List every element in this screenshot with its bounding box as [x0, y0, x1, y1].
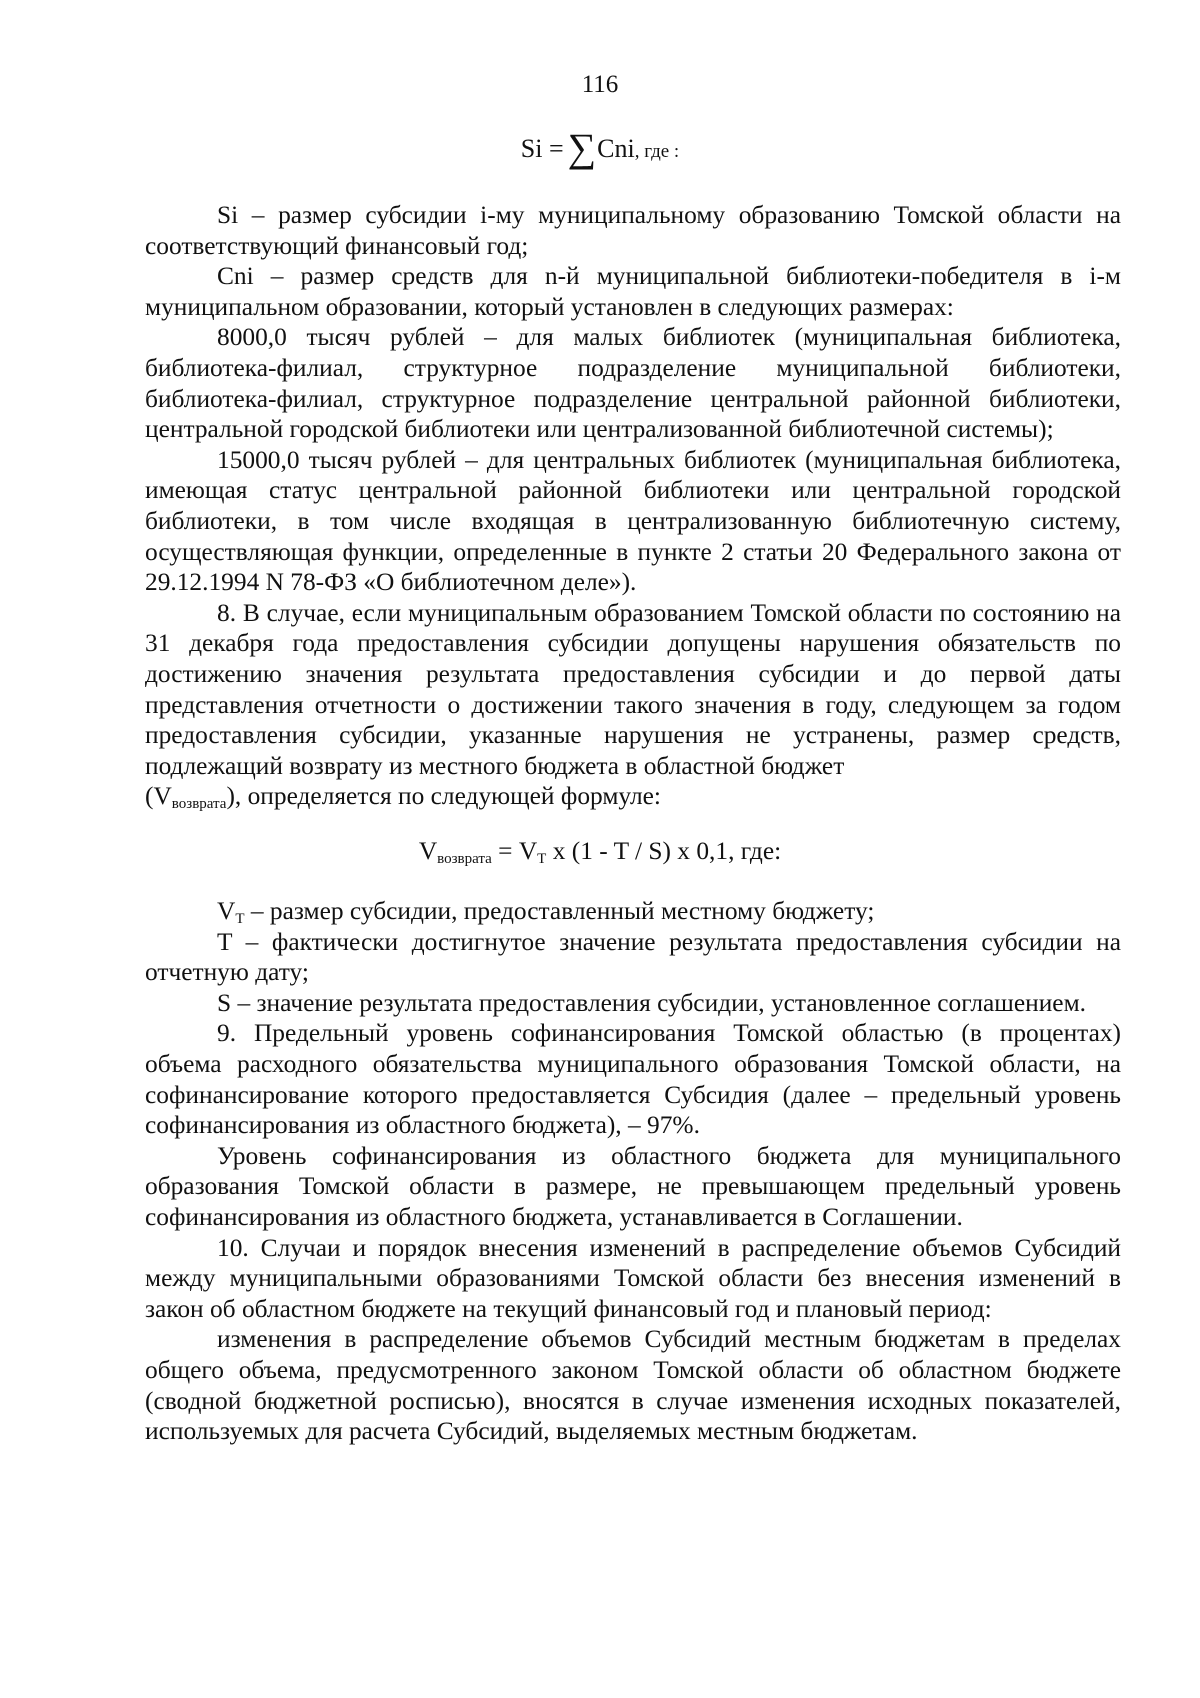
vt-rest: – размер субсидии, предоставленный местному бюджету;: [244, 897, 875, 925]
formula-si-suffix: , где :: [634, 141, 680, 162]
paragraph-item-8: 8. В случае, если муниципальным образованием Томской области по состоянию на 31 декабря года предоставления субсидии допущены нарушения обязательств по достижению значения результата предоставления субсидии и до первой даты представления отчетности о достижении такого значения в году, следующем за годом предоставления субсидии, указанные нарушения не устранены, размер средств, подлежащий возврату из местного бюджета в областной бюджет: [145, 598, 1121, 780]
paragraph-si-definition: Si – размер субсидии i-му муниципальному образованию Томской области на соответствующий финансовый год;: [145, 201, 1121, 260]
paragraph-vt-definition: [145, 896, 1121, 927]
v-return-subscript: возврата: [171, 796, 227, 813]
paragraph-changes-distribution: изменения в распределение объемов Субсидий местным бюджетам в пределах общего объема, предусмотренного законом Томской области об областном бюджете (сводной бюджетной росписью), вносятся в случае изменения исходных показателей, используемых для расчета Субсидий, выделяемых местным бюджетам.: [145, 1325, 1121, 1446]
formula-v-subscript: возврата: [437, 851, 492, 867]
formula-v: V: [418, 837, 438, 865]
page-number: 116: [581, 71, 619, 98]
formula-si: [0, 125, 1200, 172]
text-block-bottom: [145, 896, 1121, 1447]
paragraph-central-libraries: 15000,0 тысяч рублей – для центральных библиотек (муниципальная библиотека, имеющая статус центральной районной библиотеки или центральной городской библиотеки, в том числе входящая в централизованную библиотечную систему, осуществляющая функции, определенные в пункте 2 статьи 20 Федерального закона от 29.12.1994 N 78-ФЗ «О библиотечном деле»).: [145, 445, 1121, 597]
paragraph-item-10: 10. Случаи и порядок внесения изменений в распределение объемов Субсидий между муниципальными образованиями Томской области без внесения изменений в закон об областном бюджете на текущий финансовый год и плановый период:: [145, 1233, 1121, 1323]
formula-t-subscript: T: [537, 851, 547, 867]
formula-si-lhs: Si =: [520, 134, 564, 163]
text-block-top: [145, 200, 1121, 812]
formula-v-return: [0, 836, 1200, 866]
paragraph-v-return: [145, 781, 1121, 812]
paragraph-t-definition: T – фактически достигнутое значение результата предоставления субсидии на отчетную дату;: [145, 927, 1121, 987]
formula-eq: = V: [491, 837, 538, 865]
paragraph-s-definition: S – значение результата предоставления субсидии, установленное соглашением.: [217, 988, 1086, 1017]
paragraph-small-libraries: 8000,0 тысяч рублей – для малых библиотек (муниципальная библиотека, библиотека-филиал, структурное подразделение муниципальной библиотеки, библиотека-филиал, структурное подразделение центральной районной библиотеки, центральной городской библиотеки или централизованной библиотечной системы);: [145, 323, 1121, 444]
formula-si-term: Cni: [597, 134, 635, 163]
vt-letter: V: [217, 897, 236, 925]
v-return-rest: ), определяется по следующей формуле:: [226, 782, 661, 811]
paragraph-item-9: 9. Предельный уровень софинансирования Томской областью (в процентах) объема расходного обязательства муниципального образования Томской области, на софинансирование которого предоставляется Субсидия (далее – предельный уровень софинансирования из областного бюджета), – 97%.: [145, 1019, 1121, 1140]
paragraph-cni-definition: Cni – размер средств для n-й муниципальной библиотеки-победителя в i-м муниципальном образовании, который установлен в следующих размерах:: [145, 262, 1121, 321]
paragraph-cofinancing-level: Уровень софинансирования из областного бюджета для муниципального образования Томской области в размере, не превышающем предельный уровень софинансирования из областного бюджета, устанавливается в Соглашении.: [145, 1141, 1121, 1231]
formula-rest: x (1 - T / S) x 0,1, где:: [546, 837, 782, 865]
v-return-open: (V: [145, 782, 172, 811]
sigma-symbol: ∑: [567, 125, 597, 170]
vt-subscript: T: [235, 911, 245, 927]
